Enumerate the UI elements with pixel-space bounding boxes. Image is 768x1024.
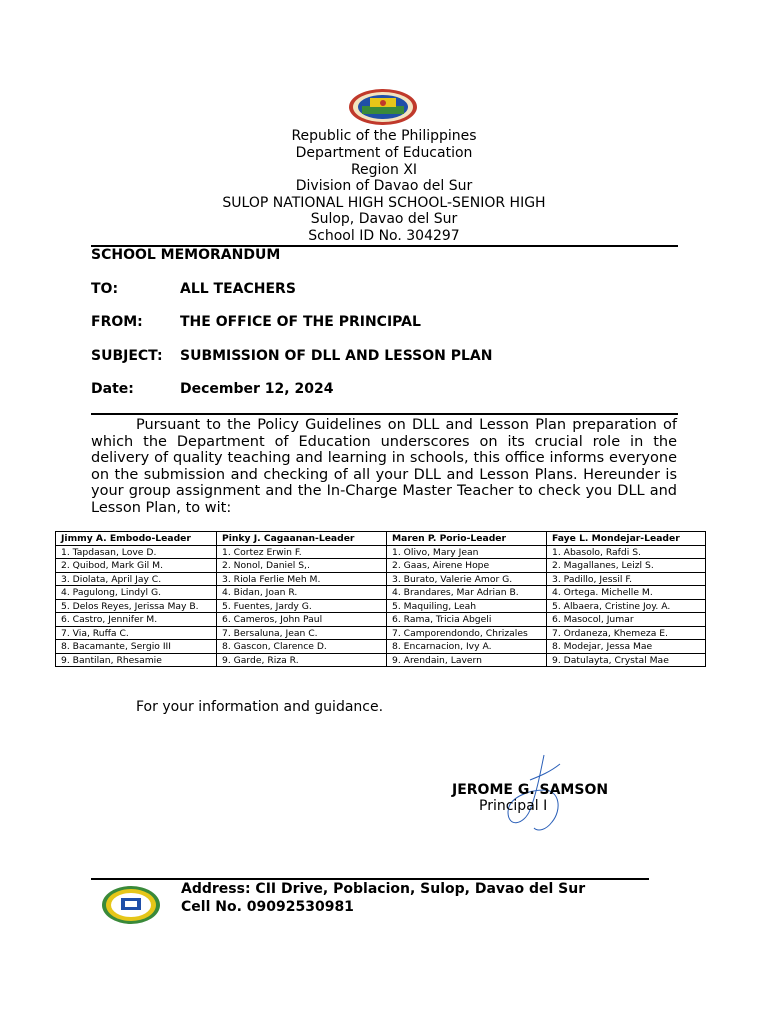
group-member-cell: 7. Camporendondo, Chrizales [387, 626, 547, 640]
group-member-cell: 2. Nonol, Daniel S,. [217, 559, 387, 573]
group-member-cell: 9. Arendain, Lavern [387, 653, 547, 667]
group-member-cell: 5. Maquiling, Leah [387, 599, 547, 613]
header-division: Division of Davao del Sur [295, 178, 473, 194]
school-seal-top-icon [348, 88, 418, 126]
group-member-cell: 6. Cameros, John Paul [217, 613, 387, 627]
group-table-body [56, 545, 706, 667]
memo-subject-value: SUBMISSION OF DLL AND LESSON PLAN [180, 348, 493, 364]
memo-divider [91, 413, 678, 415]
group-member-cell: 8. Encarnacion, Ivy A. [387, 640, 547, 654]
group-member-cell: 4. Bidan, Joan R. [217, 586, 387, 600]
table-row [56, 599, 706, 613]
group-member-cell: 1. Cortez Erwin F. [217, 545, 387, 559]
table-row [56, 613, 706, 627]
table-row [56, 572, 706, 586]
group-member-cell: 3. Burato, Valerie Amor G. [387, 572, 547, 586]
memo-date-value: December 12, 2024 [180, 381, 334, 397]
header-region: Region XI [350, 162, 418, 178]
signatory-name: JEROME G. SAMSON [452, 782, 609, 798]
group-member-cell: 8. Modejar, Jessa Mae [547, 640, 706, 654]
group-member-cell: 8. Bacamante, Sergio III [56, 640, 217, 654]
table-row [56, 559, 706, 573]
closing-text: For your information and guidance. [136, 699, 384, 715]
footer-address: Address: CII Drive, Poblacion, Sulop, Davao del Sur [181, 881, 586, 897]
group-member-cell: 3. Diolata, April Jay C. [56, 572, 217, 586]
group-member-cell: 6. Rama, Tricia Abgeli [387, 613, 547, 627]
table-row [56, 653, 706, 667]
table-row [56, 586, 706, 600]
memo-to-row [91, 281, 296, 297]
group-leader-header: Maren P. Porio-Leader [387, 532, 547, 546]
group-member-cell: 7. Via, Ruffa C. [56, 626, 217, 640]
group-leader-header: Faye L. Mondejar-Leader [547, 532, 706, 546]
memo-subject-row [91, 348, 492, 364]
group-leader-header: Pinky J. Cagaanan-Leader [217, 532, 387, 546]
memo-date-label: Date: [91, 381, 134, 397]
group-member-cell: 3. Riola Ferlie Meh M. [217, 572, 387, 586]
group-member-cell: 9. Garde, Riza R. [217, 653, 387, 667]
group-member-cell: 9. Datulayta, Crystal Mae [547, 653, 706, 667]
memo-from-label: FROM: [91, 314, 143, 330]
group-member-cell: 4. Ortega. Michelle M. [547, 586, 706, 600]
header-school-id: School ID No. 304297 [308, 228, 460, 244]
header-republic: Republic of the Philippines [291, 128, 477, 144]
table-row [56, 640, 706, 654]
group-member-cell: 5. Fuentes, Jardy G. [217, 599, 387, 613]
group-leader-header: Jimmy A. Embodo-Leader [56, 532, 217, 546]
group-member-cell: 7. Bersaluna, Jean C. [217, 626, 387, 640]
group-member-cell: 7. Ordaneza, Khemeza E. [547, 626, 706, 640]
group-member-cell: 2. Quibod, Mark Gil M. [56, 559, 217, 573]
group-member-cell: 3. Padillo, Jessil F. [547, 572, 706, 586]
memo-from-value: THE OFFICE OF THE PRINCIPAL [180, 314, 421, 330]
memo-date-row [91, 381, 333, 397]
memo-to-value: ALL TEACHERS [180, 281, 296, 297]
group-member-cell: 5. Delos Reyes, Jerissa May B. [56, 599, 217, 613]
memo-to-label: TO: [91, 281, 119, 297]
table-header-row [56, 532, 706, 546]
group-member-cell: 6. Castro, Jennifer M. [56, 613, 217, 627]
header-school-name: SULOP NATIONAL HIGH SCHOOL-SENIOR HIGH [222, 195, 546, 211]
signatory-title: Principal I [479, 798, 548, 814]
memo-from-row [91, 314, 421, 330]
group-member-cell: 6. Masocol, Jumar [547, 613, 706, 627]
group-member-cell: 1. Abasolo, Rafdi S. [547, 545, 706, 559]
group-member-cell: 1. Tapdasan, Love D. [56, 545, 217, 559]
memo-subject-label: SUBJECT: [91, 348, 163, 364]
body-paragraph [91, 417, 677, 517]
group-member-cell: 1. Olivo, Mary Jean [387, 545, 547, 559]
table-row [56, 626, 706, 640]
group-member-cell: 2. Magallanes, Leizl S. [547, 559, 706, 573]
footer-divider [91, 878, 649, 880]
group-member-cell: 8. Gascon, Clarence D. [217, 640, 387, 654]
group-member-cell: 5. Albaera, Cristine Joy. A. [547, 599, 706, 613]
footer-cell: Cell No. 09092530981 [181, 899, 354, 915]
school-seal-bottom-icon [101, 885, 161, 925]
header-department: Department of Education [295, 145, 473, 161]
group-member-cell: 2. Gaas, Airene Hope [387, 559, 547, 573]
memo-type: SCHOOL MEMORANDUM [91, 247, 281, 263]
group-assignment-table [55, 531, 706, 667]
body-paragraph-text: Pursuant to the Policy Guidelines on DLL and Lesson Plan preparation of which the Department of Education underscores on its crucial role in the delivery of quality teaching and learning in schools, this office informs everyone on the submission and checking of all your DLL and Lesson Plans. Hereunder is your group assignment and the In-Charge Master Teacher to check you DLL and Lesson Plan, to wit: [91, 417, 677, 516]
table-row [56, 545, 706, 559]
group-member-cell: 4. Brandares, Mar Adrian B. [387, 586, 547, 600]
header-location: Sulop, Davao del Sur [310, 211, 458, 227]
group-member-cell: 9. Bantilan, Rhesamie [56, 653, 217, 667]
group-member-cell: 4. Pagulong, Lindyl G. [56, 586, 217, 600]
